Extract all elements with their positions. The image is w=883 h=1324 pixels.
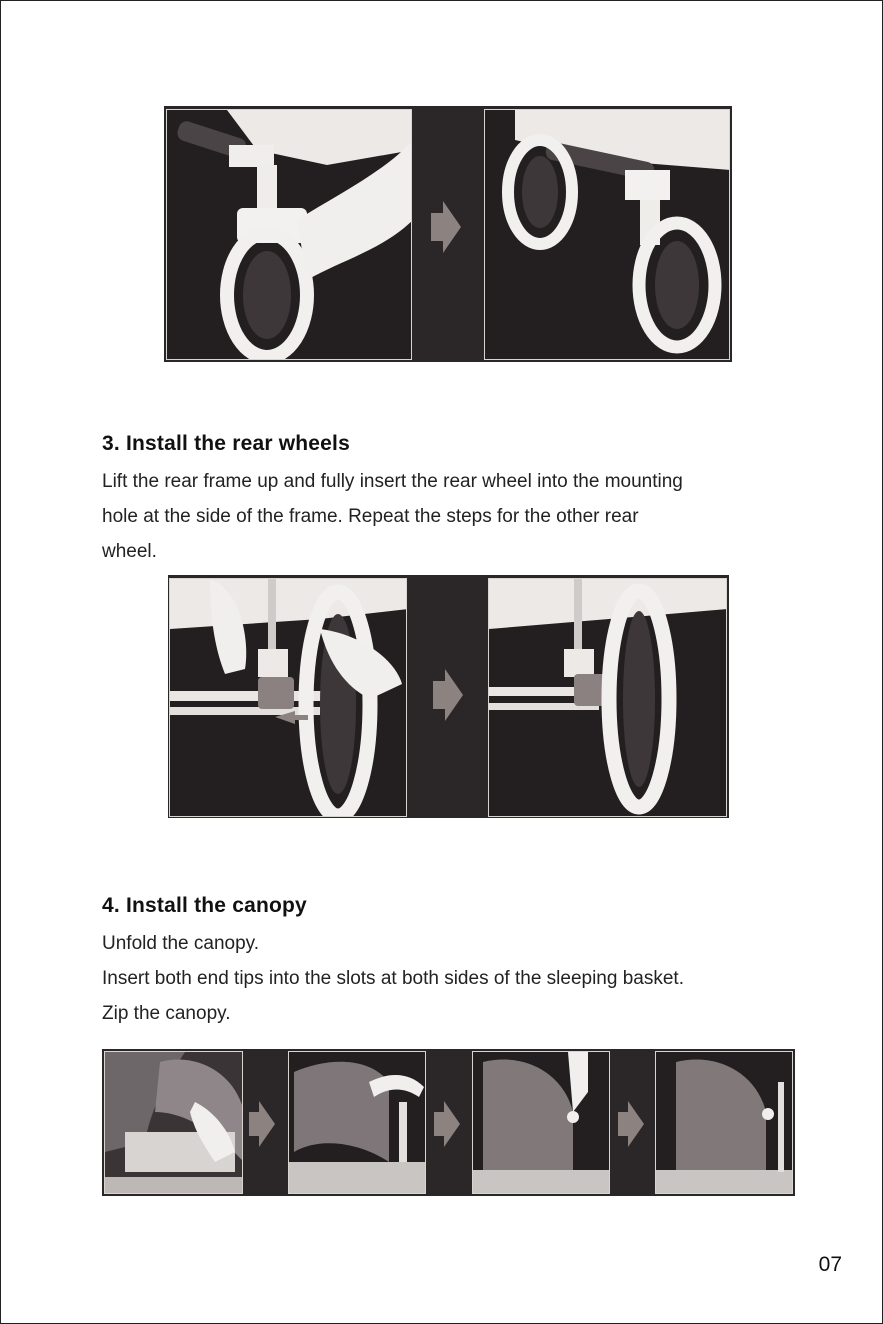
step-arrow-icon (434, 1101, 460, 1147)
photo-rear-wheel-step2 (488, 578, 727, 817)
section-3-line-3: wheel. (102, 541, 157, 562)
photo-front-wheel-step2 (484, 109, 730, 360)
step-arrow-icon (431, 201, 461, 253)
figure-canopy (102, 1049, 795, 1196)
photo-canopy-step2 (288, 1051, 426, 1194)
photo-front-wheel-step1 (166, 109, 412, 360)
figure-rear-wheels (168, 575, 729, 818)
figure-front-wheels (164, 106, 732, 362)
photo-rear-wheel-step1 (169, 578, 407, 817)
section-3-title: 3. Install the rear wheels (102, 432, 350, 455)
step-arrow-icon (249, 1101, 275, 1147)
step-arrow-icon (618, 1101, 644, 1147)
section-3-line-1: Lift the rear frame up and fully insert the rear wheel into the mounting (102, 471, 683, 492)
photo-canopy-step3 (472, 1051, 610, 1194)
page-number: 07 (818, 1253, 842, 1276)
photo-canopy-step4 (655, 1051, 793, 1194)
photo-canopy-step1 (104, 1051, 243, 1194)
section-4-line-2: Insert both end tips into the slots at both sides of the sleeping basket. (102, 968, 684, 989)
step-arrow-icon (433, 669, 463, 721)
section-4-line-3: Zip the canopy. (102, 1003, 231, 1024)
section-3-line-2: hole at the side of the frame. Repeat the steps for the other rear (102, 506, 639, 527)
section-4-line-1: Unfold the canopy. (102, 933, 260, 954)
section-4-title: 4. Install the canopy (102, 894, 307, 917)
